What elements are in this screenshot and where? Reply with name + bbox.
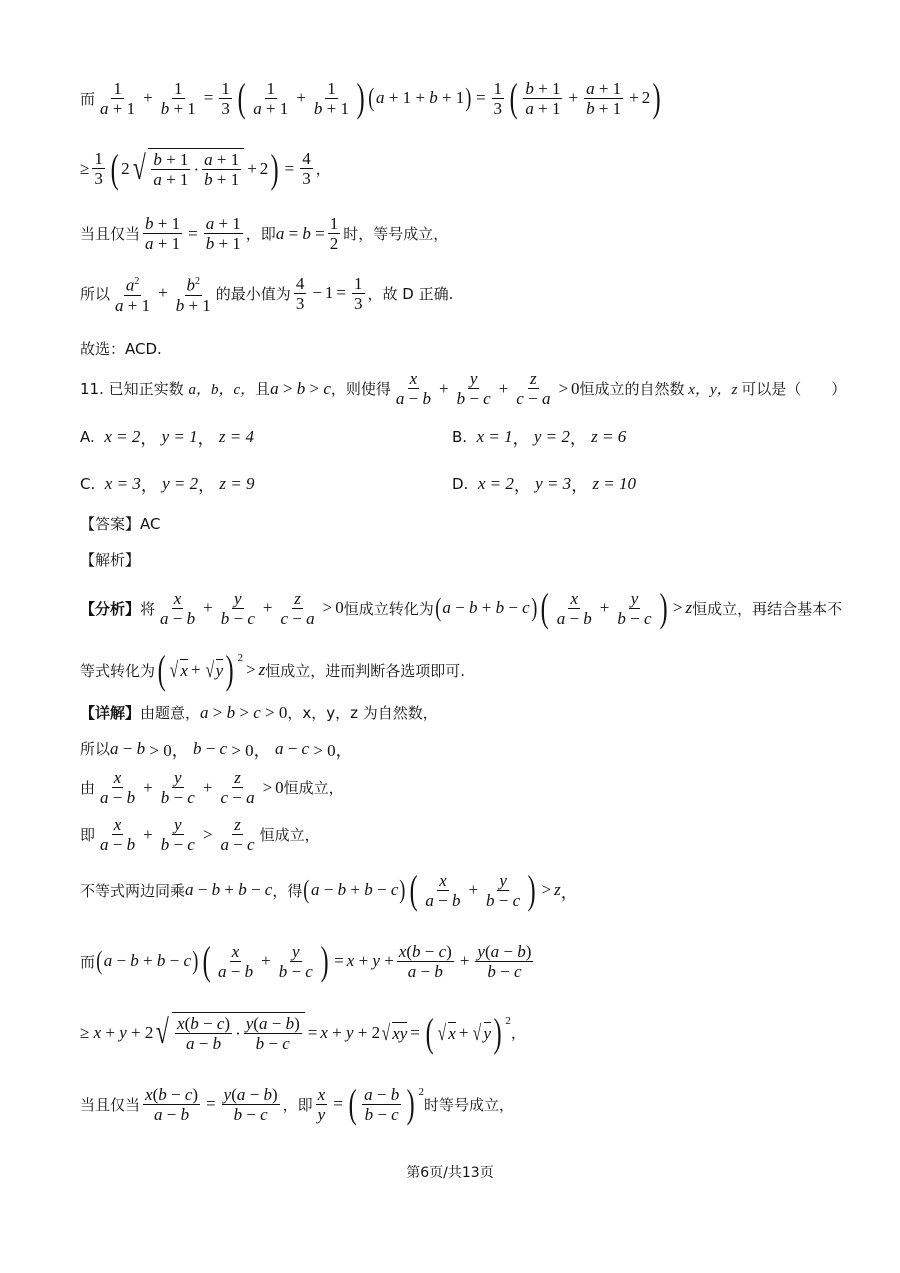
choice-line: 故选：ACD.: [80, 340, 162, 358]
formula-2: ≥ $\frac{1}{3}$ ( 2 √ $\frac{b + 1}{a + 1}$ · $\frac{a + 1}{b + 1}$ + 2 ) = $\frac{4}{3}$: [80, 145, 311, 191]
analysis-title: 【解析】: [80, 551, 141, 569]
line-3: 当且仅当 $\frac{b + 1}{a + 1}$ = $\frac{a + 1}{b + 1}$ ，即 a = b = $\frac{1}{2}$ 时，等号成立，: [80, 214, 449, 253]
option-c[interactable]: C. x = 3 ， y = 2 ， z = 9: [80, 473, 255, 495]
page-footer: 第6页/共13页: [406, 1165, 494, 1181]
xiangjie-line-1: 【详解】 由题意， a > b > c > 0 ，x，y，z 为自然数，: [80, 702, 438, 722]
answer: 【答案】AC: [80, 515, 161, 533]
option-a[interactable]: A. x = 2 ， y = 1 ， z = 4: [80, 426, 254, 448]
line-1: 而 $\frac{1}{a + 1}$ + $\frac{1}{b + 1}$ = $\frac{1}{3}$ ( $\frac{1}{a + 1}$ + $\frac{1}{b + 1}$ ) ( a + 1 + b + 1 ) = $\frac{1}{3}$ ( $\frac{b + 1}{a + 1}$ + $\frac{a + 1}{b + 1}$ + 2 ): [80, 78, 664, 118]
fenxi-line-1: 【分析】 将 $\frac{x}{a - b}$ + $\frac{y}{b - c}$ + $\frac{z}{c - a}$ > 0 恒成立转化为 ( a − b + b − c ) ( $\frac{x}{a - b}$ + $\frac{y}{b - c}$ ) > z 恒成立，再结合基本不: [80, 585, 843, 630]
xiangjie-line-2: 所以 a − b > 0， b − c > 0， a − c > 0，: [80, 738, 353, 760]
xiangjie-line-6: 而 ( a − b + b − c ) ( $\frac{x}{a - b}$ + $\frac{y}{b - c}$ ) = x + y + $\frac{x(b - c)}{a - b}$ + $\frac{y(a - b)}{b - c}$: [80, 938, 532, 983]
fenxi-line-2: 等式转化为 ( √ x + √ y ) 2 > z 恒成立，进而判断各选项即可.: [80, 647, 466, 692]
option-b[interactable]: B. x = 1 ， y = 2 ， z = 6: [452, 426, 627, 448]
line-2: ≥ $\frac{1}{3}$ ( 2 √ $\frac{b + 1}{a + 1}$ · $\frac{a + 1}{b + 1}$ + 2 ) = $\frac{4}{3}$ ，: [80, 145, 331, 191]
line-4: 所以 $\frac{a^2}{a + 1}$ + $\frac{b^2}{b + 1}$ 的最小值为 $\frac{4}{3}$ − 1 = $\frac{1}{3}$ ，故 D 正确.: [80, 273, 454, 315]
question-11: 11. 已知正实数 a，b，c， 且 a > b > c ，则使得 $\frac{x}{a - b}$ + $\frac{y}{b - c}$ + $\frac{z}{c - a}$ > 0 恒成立的自然数 x，y，z 可以是（ ）: [80, 369, 847, 408]
xiangjie-line-8: 当且仅当 $\frac{x(b - c)}{a - b}$ = $\frac{y(a - b)}{b - c}$ ，即 $\frac{x}{y}$ = ( $\frac{a - b}{b - c}$ ) 2 时等号成立，: [80, 1081, 515, 1126]
option-d[interactable]: D. x = 2 ， y = 3 ， z = 10: [452, 473, 637, 495]
xiangjie-line-5: 不等式两边同乘 a − b + b − c ，得 ( a − b + b − c ) ( $\frac{x}{a - b}$ + $\frac{y}{b - c}$ ) > z ，: [80, 867, 578, 912]
xiangjie-line-3: 由 $\frac{x}{a - b}$ + $\frac{y}{b - c}$ + $\frac{z}{c - a}$ > 0 恒成立，: [80, 768, 344, 807]
formula-1: $\frac{1}{a + 1}$ + $\frac{1}{b + 1}$ = $\frac{1}{3}$ ( $\frac{1}{a + 1}$ + $\frac{1}{b + 1}$ ) ( a + 1 + b + 1 ) = $\frac{1}{3}$ ( $\frac{b + 1}{a + 1}$ + $\frac{a + 1}{b + 1}$ + 2 ): [100, 75, 661, 120]
xiangjie-line-4: 即 $\frac{x}{a - b}$ + $\frac{y}{b - c}$ > $\frac{z}{a - c}$ 恒成立，: [80, 815, 320, 854]
xiangjie-line-7: ≥ x + y + 2 √ $\frac{x(b - c)}{a - b}$ · $\frac{y(a - b)}{b - c}$ = x + y + 2 √ xy = ( √ x + √ y ) 2 ，: [80, 1009, 526, 1055]
